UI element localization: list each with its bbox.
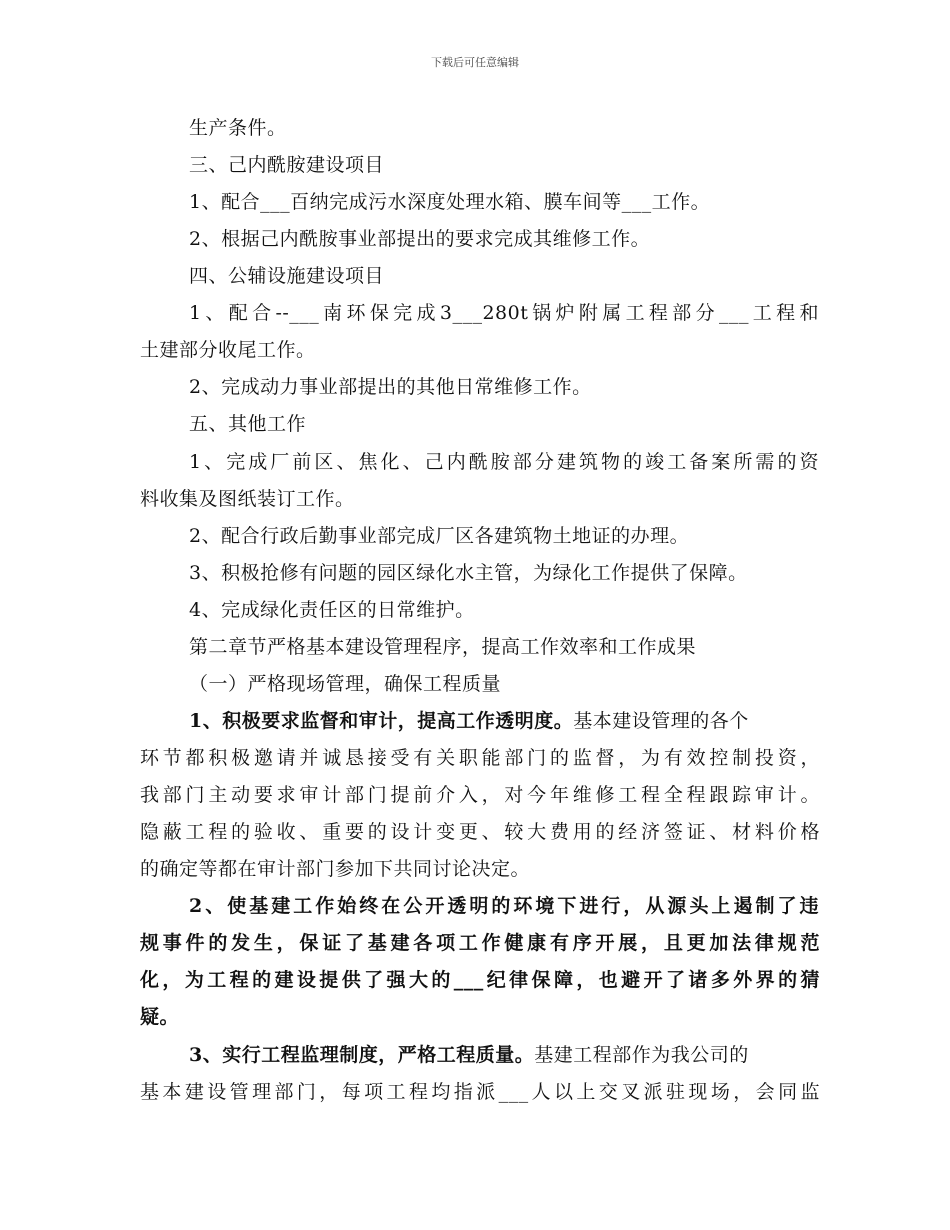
paragraph-line: 疑。 bbox=[140, 1006, 180, 1028]
paragraph-line: 我部门主动要求审计部门提前介入，对今年维修工程全程跟踪审计。 bbox=[140, 784, 820, 806]
paragraph-line: 3、积极抢修有问题的园区绿化水主管，为绿化工作提供了保障。 bbox=[189, 562, 748, 584]
paragraph-line: 2、完成动力事业部提出的其他日常维修工作。 bbox=[189, 376, 592, 398]
paragraph-lead: 1、积极要求监督和审计，提高工作透明度。 bbox=[189, 710, 574, 732]
paragraph-line: 2、使基建工作始终在公开透明的环境下进行，从源头上遏制了违 bbox=[189, 895, 819, 917]
chapter-heading: 第二章节严格基本建设管理程序，提高工作效率和工作成果 bbox=[189, 636, 697, 658]
paragraph-line: 2、根据己内酰胺事业部提出的要求完成其维修工作。 bbox=[189, 228, 651, 250]
paragraph-line: 环节都积极邀请并诚恳接受有关职能部门的监督，为有效控制投资， bbox=[140, 747, 820, 769]
paragraph-text: 基建工程部作为我公司的 bbox=[534, 1044, 749, 1066]
paragraph-line: 生产条件。 bbox=[189, 117, 287, 139]
paragraph-text: 基本建设管理的各个 bbox=[573, 710, 749, 732]
paragraph-line: 的确定等都在审计部门参加下共同讨论决定。 bbox=[140, 858, 531, 880]
page-header: 下载后可任意编辑 bbox=[431, 56, 519, 69]
paragraph-line: 化，为工程的建设提供了强大的___纪律保障，也避开了诸多外界的猜 bbox=[140, 969, 820, 991]
paragraph-lead: 3、实行工程监理制度，严格工程质量。 bbox=[189, 1044, 535, 1066]
paragraph-line bbox=[189, 709, 819, 733]
paragraph-line: 土建部分收尾工作。 bbox=[140, 339, 316, 361]
section-heading: 三、己内酰胺建设项目 bbox=[189, 154, 385, 176]
paragraph-line: 规事件的发生，保证了基建各项工作健康有序开展，且更加法律规范 bbox=[140, 932, 820, 954]
paragraph-line: 2、配合行政后勤事业部完成厂区各建筑物土地证的办理。 bbox=[189, 525, 690, 547]
subsection-heading: （一）严格现场管理，确保工程质量 bbox=[189, 673, 502, 695]
section-heading: 五、其他工作 bbox=[189, 413, 307, 435]
paragraph-line: 基本建设管理部门，每项工程均指派___人以上交叉派驻现场，会同监 bbox=[140, 1081, 820, 1103]
paragraph-line: 1、配合--___南环保完成3___280t锅炉附属工程部分___工程和 bbox=[189, 302, 819, 324]
paragraph-line: 1、完成厂前区、焦化、己内酰胺部分建筑物的竣工备案所需的资 bbox=[189, 451, 819, 473]
paragraph-line: 1、配合___百纳完成污水深度处理水箱、膜车间等___工作。 bbox=[189, 191, 711, 213]
section-heading: 四、公辅设施建设项目 bbox=[189, 265, 385, 287]
paragraph-line: 4、完成绿化责任区的日常维护。 bbox=[189, 599, 475, 621]
paragraph-line: 料收集及图纸装订工作。 bbox=[140, 488, 355, 510]
paragraph-line bbox=[189, 1043, 819, 1067]
paragraph-line: 隐蔽工程的验收、重要的设计变更、较大费用的经济签证、材料价格 bbox=[140, 821, 820, 843]
